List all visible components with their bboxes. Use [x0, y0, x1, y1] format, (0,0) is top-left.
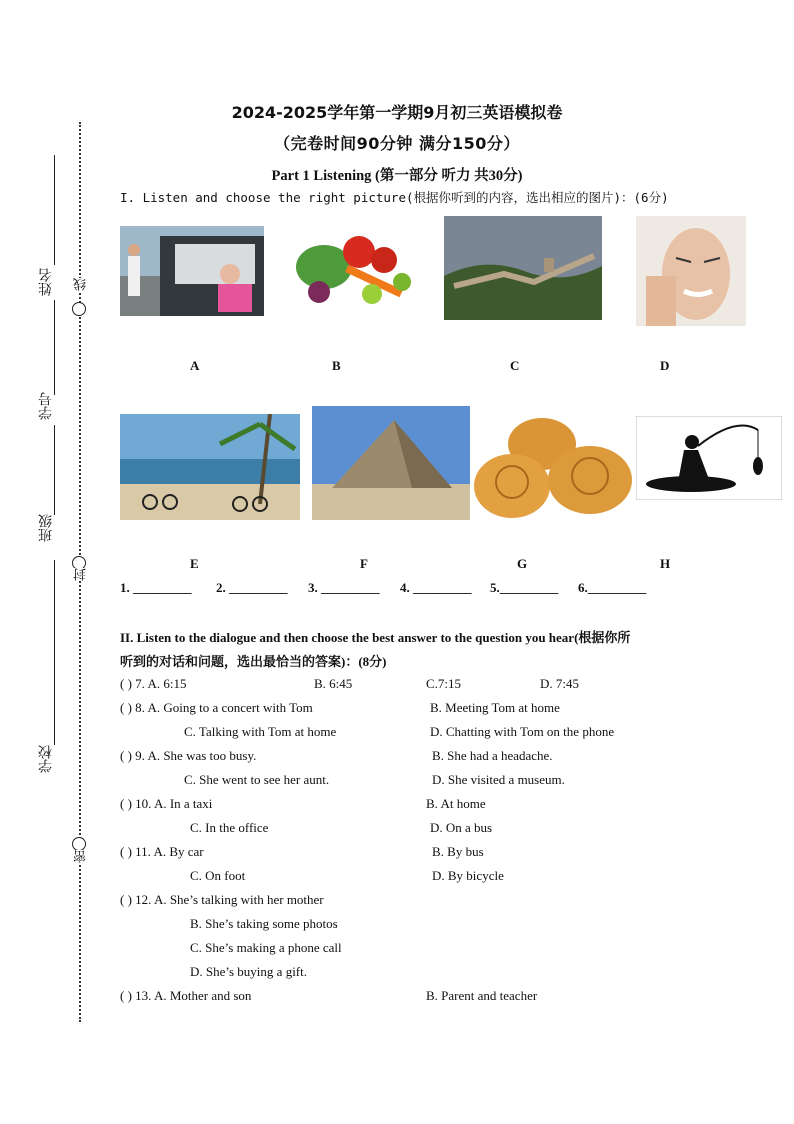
question-7-option-b: B. 6:45: [314, 676, 353, 691]
question-9-option-c: C. She went to see her aunt.: [184, 772, 330, 787]
picture-g-image: [472, 414, 634, 522]
blank-6[interactable]: 6._________: [578, 580, 647, 595]
exam-subtitle: （完卷时间90分钟 满分150分）: [274, 134, 520, 153]
picture-h-label: H: [660, 556, 671, 571]
blank-5[interactable]: 5._________: [490, 580, 559, 595]
picture-f-label: F: [360, 556, 368, 571]
question-11: ( ) 11. A. By car: [120, 844, 204, 859]
question-8-option-c: C. Talking with Tom at home: [184, 724, 337, 739]
question-8-option-b: B. Meeting Tom at home: [430, 700, 560, 715]
picture-a-image: [120, 226, 264, 316]
binding-word-seal: 封: [74, 568, 89, 581]
side-label-school: 学校: [38, 745, 54, 773]
class-fill-line: [54, 425, 55, 515]
picture-b-image: [284, 222, 426, 322]
blank-2[interactable]: 2. _________: [216, 580, 288, 595]
question-10-option-b: B. At home: [426, 796, 486, 811]
question-9-option-b: B. She had a headache.: [432, 748, 553, 763]
binding-circle: [72, 302, 86, 316]
question-12-option-c: C. She’s making a phone call: [190, 940, 342, 955]
side-label-class: 班级: [38, 514, 54, 542]
picture-d-image: [636, 216, 746, 326]
blank-4[interactable]: 4. _________: [400, 580, 472, 595]
question-10-option-d: D. On a bus: [430, 820, 493, 835]
question-10: ( ) 10. A. In a taxi: [120, 796, 213, 811]
question-13: ( ) 13. A. Mother and son: [120, 988, 252, 1003]
blank-1[interactable]: 1. _________: [120, 580, 192, 595]
side-label-number: 学号: [38, 392, 54, 420]
picture-h-image: [636, 416, 782, 500]
binding-word-secret: 密: [74, 850, 89, 863]
picture-c-label: C: [510, 358, 520, 373]
side-label-name: 姓名: [38, 268, 54, 296]
picture-e-label: E: [190, 556, 199, 571]
question-11-option-c: C. On foot: [190, 868, 246, 883]
section2-instruction-line2: 听到的对话和问题，选出最恰当的答案)：(8分): [120, 654, 387, 669]
part-heading: Part 1 Listening (第一部分 听力 共30分): [271, 168, 523, 184]
exam-title: 2024-2025学年第一学期9月初三英语模拟卷: [231, 103, 563, 122]
section2-instruction-line1: II. Listen to the dialogue and then choose the best answer to the question you hear(根据你所: [120, 630, 631, 645]
question-11-option-d: D. By bicycle: [432, 868, 504, 883]
picture-d-label: D: [660, 358, 670, 373]
binding-word-line: 线: [74, 278, 89, 291]
question-7-option-c: C.7:15: [426, 676, 462, 691]
picture-g-label: G: [517, 556, 528, 571]
question-12-option-b: B. She’s taking some photos: [190, 916, 338, 931]
question-12-option-d: D. She’s buying a gift.: [190, 964, 307, 979]
picture-b-label: B: [332, 358, 341, 373]
section1-instruction: I. Listen and choose the right picture(根据你听到的内容，选出相应的图片)：(6分): [120, 190, 669, 205]
binding-circle: [72, 837, 86, 851]
question-10-option-c: C. In the office: [190, 820, 269, 835]
picture-e-image: [120, 414, 300, 520]
number-fill-line: [54, 300, 55, 395]
question-9: ( ) 9. A. She was too busy.: [120, 748, 257, 763]
question-7-option-d: D. 7:45: [540, 676, 579, 691]
picture-a-label: A: [190, 358, 200, 373]
picture-f-image: [312, 406, 470, 520]
question-7: ( ) 7. A. 6:15: [120, 676, 187, 691]
question-8-option-d: D. Chatting with Tom on the phone: [430, 724, 615, 739]
school-fill-line: [54, 560, 55, 745]
question-8: ( ) 8. A. Going to a concert with Tom: [120, 700, 313, 715]
question-12: ( ) 12. A. She’s talking with her mother: [120, 892, 324, 907]
blank-3[interactable]: 3. _________: [308, 580, 380, 595]
picture-c-image: [444, 216, 602, 320]
question-11-option-b: B. By bus: [432, 844, 484, 859]
question-13-option-b: B. Parent and teacher: [426, 988, 538, 1003]
question-9-option-d: D. She visited a museum.: [432, 772, 565, 787]
